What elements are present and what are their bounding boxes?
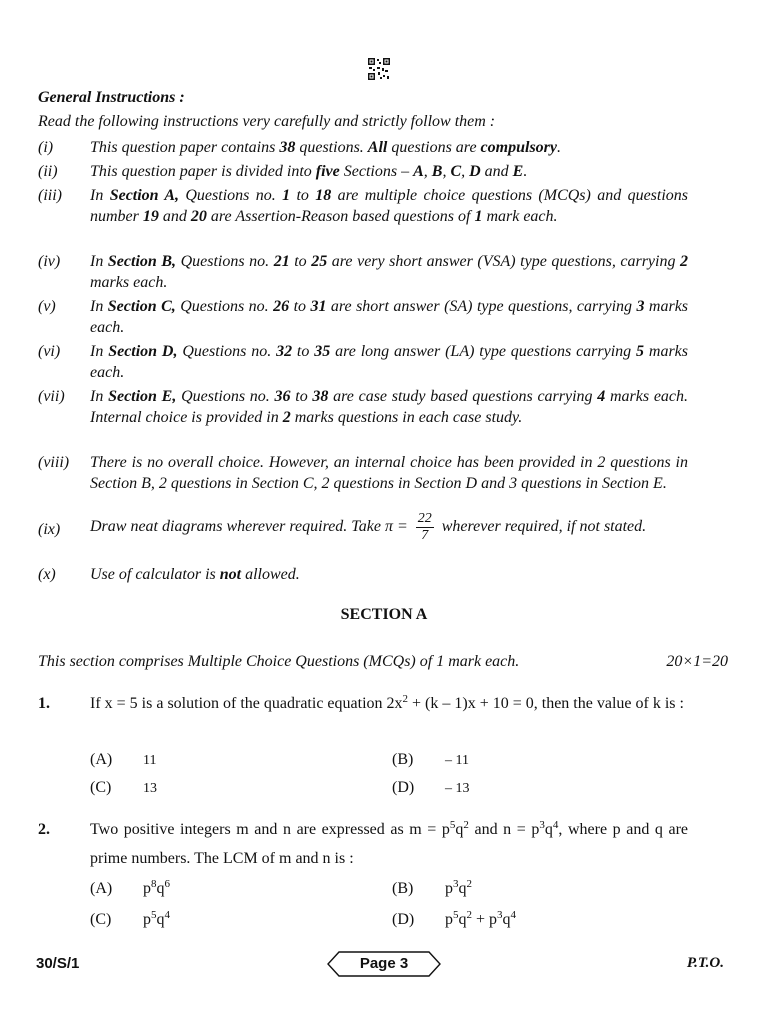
option-label: (B) [392,880,414,897]
instruction-item [38,185,688,227]
page-number-badge [327,951,441,977]
option-value: 13 [143,781,157,796]
option-value: – 13 [445,781,470,796]
option-c[interactable] [90,779,157,797]
option-label: (A) [90,880,113,897]
instruction-item [38,296,688,338]
instruction-text: In Section C, Questions no. 26 to 31 are short answer (SA) type questions, carrying 3 marks each. [90,298,689,336]
option-value: $p^8q^6$ [143,878,170,897]
option-label: (A) [90,751,113,768]
option-a[interactable] [90,751,156,769]
instruction-item [38,137,688,158]
option-value: $p^3q^2$ [445,878,472,897]
instruction-text: In Section B, Questions no. 21 to 25 are very short answer (VSA) type questions, carrying 2 marks each. [90,253,689,291]
option-value: $p^5q^2 + p^3q^4$ [445,909,517,928]
general-instructions-title: General Instructions : [38,89,185,106]
instruction-item [38,251,688,293]
option-d[interactable] [392,911,516,929]
option-b[interactable] [392,880,472,898]
question-text: If x = 5 is a solution of the quadratic equation $2x^2 + (k - 1)x + 10 = 0$, then the value of k is : [90,693,684,712]
paper-code: 30/S/1 [36,955,80,972]
instruction-item [38,564,688,585]
question-number: 1. [38,695,50,712]
instruction-text: Draw neat diagrams wherever required. Take π = $\frac{22}{7}$ wherever required, if not stated. [90,511,647,543]
option-label: (B) [392,751,414,768]
section-marks: 20×1=20 [666,653,728,670]
instruction-number: (v) [38,298,56,315]
instruction-text: This question paper contains 38 questions. All questions are compulsory. [90,139,561,156]
qr-code-icon [367,57,391,81]
option-a[interactable] [90,880,170,898]
option-value: 11 [143,753,157,768]
instruction-number: (i) [38,139,54,156]
option-label: (D) [392,911,415,928]
option-label: (D) [392,779,415,796]
please-turn-over: P.T.O. [686,955,724,971]
instruction-text: In Section A, Questions no. 1 to 18 are multiple choice questions (MCQs) and questions number 19 and 20 are Assertion-Reason based questions of 1 mark each. [90,187,689,225]
option-label: (C) [90,911,112,928]
instruction-item [38,161,688,182]
page-number: Page 3 [359,955,409,972]
option-value: – 11 [445,753,469,768]
pi-fraction: $\frac{22}{7}$ [417,511,432,543]
instruction-number: (ix) [38,521,61,538]
instruction-item [38,341,688,383]
instruction-text: In Section D, Questions no. 32 to 35 are long answer (LA) type questions carrying 5 marks each. [90,343,689,381]
instruction-number: (iv) [38,253,61,270]
instruction-text: There is no overall choice. However, an internal choice has been provided in 2 questions in Section B, 2 questions in Section C, 2 questions in Section D and 3 questions in Section E. [90,454,688,492]
instruction-text: Use of calculator is not allowed. [90,566,300,583]
question-text: Two positive integers m and n are expressed as $m = p^5q^2$ and $n = p^3q^4$, where p and q are prime numbers. The LCM of m and n is : [90,819,689,867]
instruction-item [38,452,688,494]
instruction-number: (ii) [38,163,58,180]
instruction-text: This question paper is divided into five Sections – A, B, C, D and E. [90,163,528,180]
general-instructions-intro: Read the following instructions very carefully and strictly follow them : [38,113,496,130]
question-1 [38,689,688,718]
question-number: 2. [38,821,50,838]
option-d[interactable] [392,779,470,797]
option-label: (C) [90,779,112,796]
instruction-item [38,511,688,544]
instruction-item [38,386,688,428]
instruction-number: (vi) [38,343,61,360]
option-value: $p^5q^4$ [143,909,170,928]
instruction-number: (vii) [38,388,65,405]
question-2 [38,815,688,873]
instruction-number: (viii) [38,454,70,471]
instruction-number: (x) [38,566,56,583]
option-c[interactable] [90,911,170,929]
instruction-number: (iii) [38,187,62,204]
instruction-text: In Section E, Questions no. 36 to 38 are case study based questions carrying 4 marks each. Internal choice is provided in 2 marks questions in each case study. [90,388,689,426]
section-description: This section comprises Multiple Choice Questions (MCQs) of 1 mark each. [38,653,520,670]
section-title: SECTION A [340,606,428,623]
option-b[interactable] [392,751,469,769]
